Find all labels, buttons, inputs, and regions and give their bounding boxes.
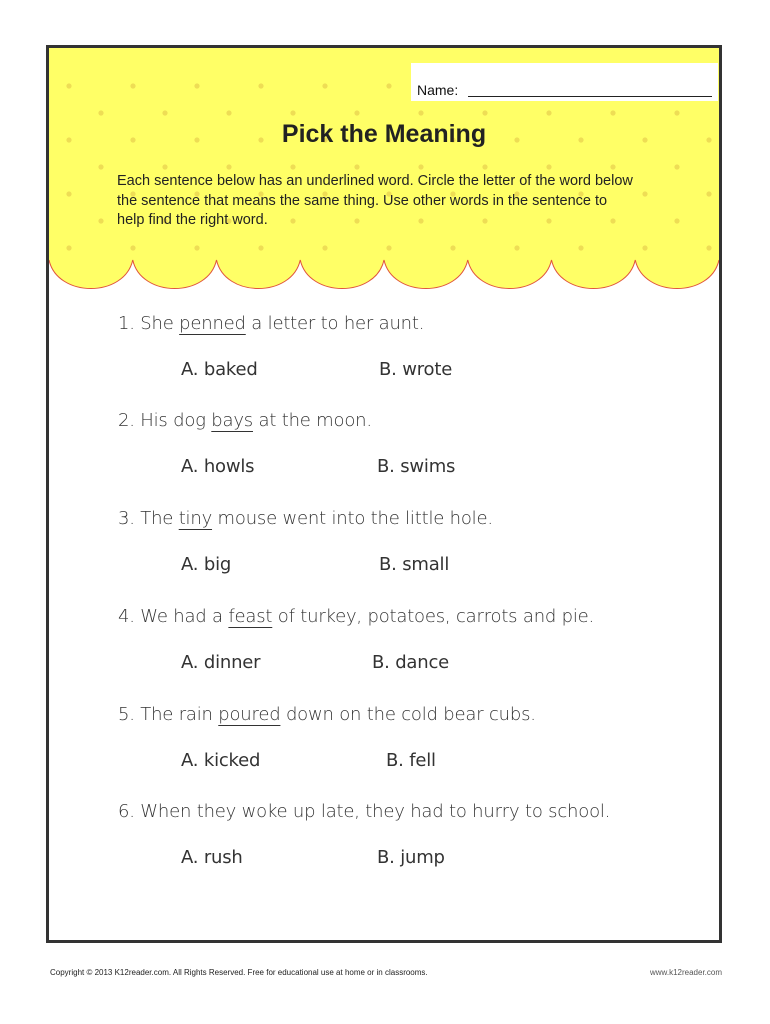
sentence-text: 2. His dog bbox=[118, 410, 212, 431]
answer-option-a[interactable]: A. baked bbox=[181, 359, 258, 380]
sentence-text: 3. The bbox=[118, 508, 179, 529]
question-sentence bbox=[118, 801, 610, 822]
answer-option-b[interactable]: B. fell bbox=[386, 750, 436, 771]
underlined-word: poured bbox=[218, 704, 281, 725]
site-url[interactable]: www.k12reader.com bbox=[649, 968, 722, 977]
polka-dot bbox=[674, 110, 679, 115]
sentence-text: at the moon. bbox=[252, 410, 372, 431]
question-sentence bbox=[118, 410, 372, 431]
polka-dot bbox=[258, 83, 263, 88]
polka-dot bbox=[98, 164, 103, 169]
polka-dot bbox=[194, 83, 199, 88]
name-field[interactable] bbox=[411, 63, 718, 101]
underlined-word: feast bbox=[228, 606, 273, 627]
polka-dot bbox=[418, 164, 423, 169]
polka-dot bbox=[354, 164, 359, 169]
polka-dot bbox=[322, 245, 327, 250]
polka-dot bbox=[546, 164, 551, 169]
sentence-text: of turkey, potatoes, carrots and pie. bbox=[272, 606, 595, 627]
polka-dot bbox=[706, 191, 711, 196]
question-sentence bbox=[118, 313, 424, 334]
polka-dot bbox=[418, 110, 423, 115]
answer-option-a[interactable]: A. dinner bbox=[181, 652, 261, 673]
polka-dot bbox=[290, 164, 295, 169]
underlined-word: tiny bbox=[178, 508, 213, 529]
underlined-word: bays bbox=[211, 410, 253, 431]
copyright-notice: Copyright © 2013 K12reader.com. All Rights Reserved. Free for educational use at home or in classrooms. bbox=[50, 968, 428, 977]
answer-option-b[interactable]: B. small bbox=[379, 554, 450, 575]
polka-dot bbox=[162, 164, 167, 169]
polka-dot bbox=[482, 110, 487, 115]
polka-dot bbox=[322, 83, 327, 88]
sentence-text: 4. We had a bbox=[118, 606, 229, 627]
worksheet-title: Pick the Meaning bbox=[281, 120, 487, 148]
polka-dot bbox=[674, 218, 679, 223]
sentence-text: 5. The rain bbox=[118, 704, 219, 725]
answer-option-a[interactable]: A. rush bbox=[181, 847, 243, 868]
polka-dot bbox=[450, 245, 455, 250]
sentence-text: down on the cold bear cubs. bbox=[280, 704, 536, 725]
answer-option-b[interactable]: B. jump bbox=[377, 847, 445, 868]
instructions: Each sentence below has an underlined word. Circle the letter of the word below the sentence that means the same thing. Use other words in the sentence to help find the right word. bbox=[117, 173, 633, 228]
name-write-line[interactable] bbox=[468, 96, 712, 97]
polka-dot bbox=[610, 110, 615, 115]
question-sentence bbox=[118, 606, 594, 627]
answer-option-b[interactable]: B. dance bbox=[372, 652, 450, 673]
answer-option-b[interactable]: B. wrote bbox=[379, 359, 453, 380]
polka-dot bbox=[98, 110, 103, 115]
polka-dot bbox=[130, 245, 135, 250]
polka-dot bbox=[66, 83, 71, 88]
polka-dot bbox=[578, 245, 583, 250]
polka-dot bbox=[482, 164, 487, 169]
polka-dot bbox=[66, 245, 71, 250]
answer-option-a[interactable]: A. howls bbox=[181, 456, 255, 477]
polka-dot bbox=[66, 191, 71, 196]
polka-dot bbox=[514, 245, 519, 250]
polka-dot bbox=[162, 110, 167, 115]
polka-dot bbox=[642, 245, 647, 250]
polka-dot bbox=[226, 164, 231, 169]
polka-dot bbox=[130, 83, 135, 88]
question-sentence bbox=[118, 508, 493, 529]
polka-dot bbox=[194, 245, 199, 250]
polka-dot bbox=[98, 218, 103, 223]
polka-dot bbox=[546, 110, 551, 115]
question-sentence bbox=[118, 704, 536, 725]
polka-dot bbox=[258, 245, 263, 250]
sentence-text: 6. When they woke up late, they had to hurry to school. bbox=[118, 801, 611, 822]
polka-dot bbox=[706, 245, 711, 250]
underlined-word: penned bbox=[179, 313, 246, 334]
answer-option-b[interactable]: B. swims bbox=[377, 456, 456, 477]
polka-dot bbox=[290, 110, 295, 115]
polka-dot bbox=[386, 83, 391, 88]
name-label: Name: bbox=[417, 82, 459, 98]
polka-dot bbox=[354, 110, 359, 115]
polka-dot bbox=[642, 191, 647, 196]
sentence-text: 1. She bbox=[118, 313, 180, 334]
answer-option-a[interactable]: A. big bbox=[181, 554, 232, 575]
polka-dot bbox=[610, 164, 615, 169]
polka-dot bbox=[226, 110, 231, 115]
answer-option-a[interactable]: A. kicked bbox=[181, 750, 261, 771]
sentence-text: mouse went into the little hole. bbox=[212, 508, 493, 529]
sentence-text: a letter to her aunt. bbox=[245, 313, 425, 334]
polka-dot bbox=[674, 164, 679, 169]
polka-dot bbox=[386, 245, 391, 250]
